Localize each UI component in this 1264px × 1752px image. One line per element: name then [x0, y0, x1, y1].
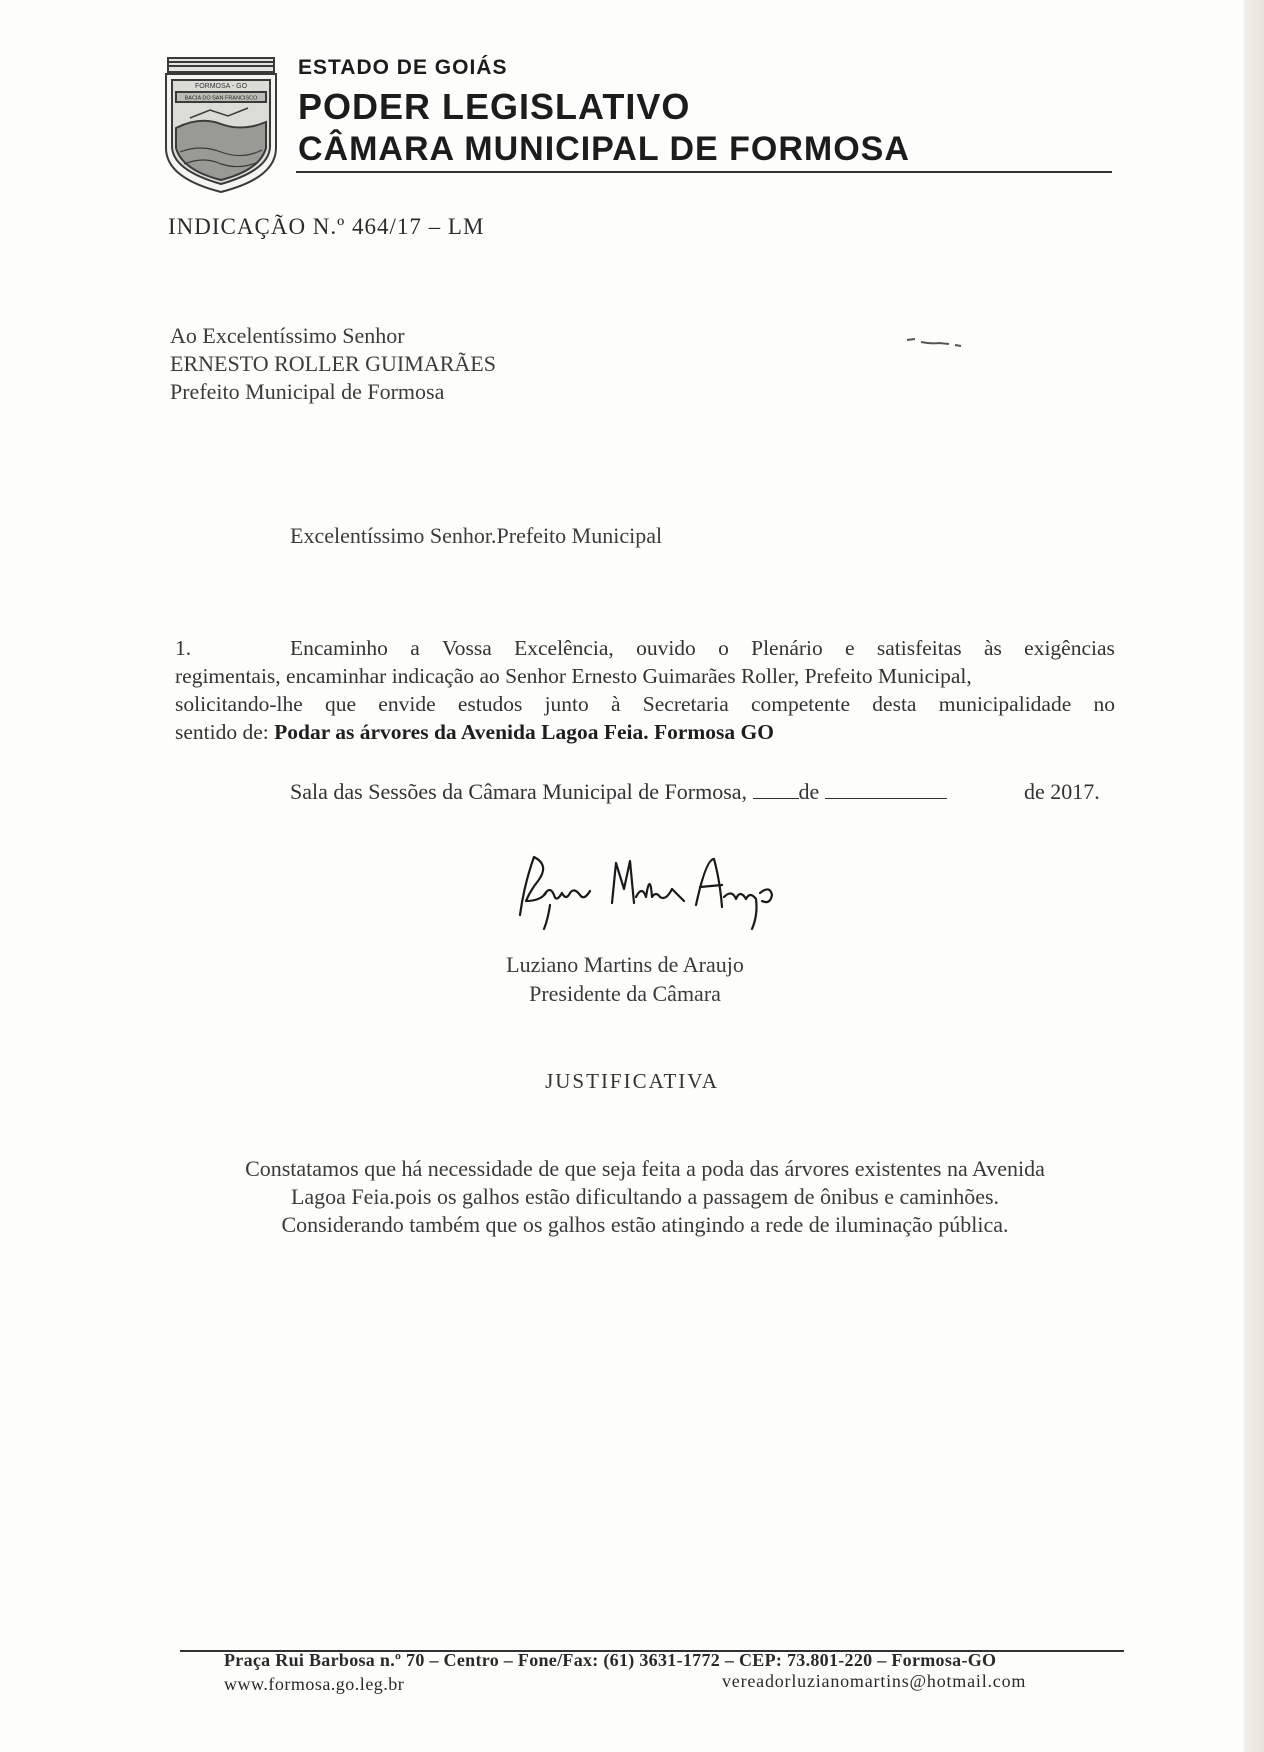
justification-line-1: Constatamos que há necessidade de que seja feita a poda das árvores existentes na Avenida — [245, 1156, 1045, 1181]
paragraph-line-3-word: que — [325, 692, 357, 716]
paragraph-line-1 — [175, 634, 1115, 662]
justification-line-2: Lagoa Feia.pois os galhos estão dificultando a passagem de ônibus e caminhões. — [290, 1184, 1000, 1209]
paragraph-line-1-word: e — [845, 636, 855, 660]
paragraph-line-3-word: à — [611, 692, 621, 716]
indicacao-number: INDICAÇÃO N.º 464/17 – LM — [168, 214, 485, 239]
day-blank — [753, 780, 799, 799]
paragraph-line-3-word: junto — [544, 692, 589, 716]
stray-ink-mark — [905, 334, 965, 348]
header-power: PODER LEGISLATIVO — [298, 86, 691, 127]
header-chamber: CÂMARA MUNICIPAL DE FORMOSA — [298, 130, 910, 168]
closing-de: de — [798, 779, 820, 804]
paragraph-number: 1. — [175, 636, 192, 660]
addressee-block — [170, 322, 496, 406]
paragraph-line-4-prefix: sentido de: — [175, 720, 269, 744]
paragraph-line-1-word: Encaminho — [290, 636, 388, 660]
footer-email: vereadorluzianomartins@hotmail.com — [722, 1671, 1027, 1691]
addressee-line-2: ERNESTO ROLLER GUIMARÃES — [170, 351, 496, 376]
signer-title: Presidente da Câmara — [529, 981, 721, 1006]
paragraph-line-3 — [175, 690, 1115, 718]
month-blank — [825, 780, 947, 799]
header-rule — [296, 171, 1112, 173]
justification-title: JUSTIFICATIVA — [545, 1069, 719, 1093]
paragraph-line-3-word: no — [1093, 692, 1115, 716]
coat-of-arms-crest — [160, 52, 282, 194]
paragraph-line-3-word: desta — [872, 692, 917, 716]
justification-line-3: Considerando também que os galhos estão atingindo a rede de iluminação pública. — [281, 1212, 1009, 1237]
request-paragraph — [175, 634, 1115, 746]
paragraph-line-4 — [175, 718, 1115, 746]
paragraph-line-3-word: solicitando-lhe — [175, 692, 303, 716]
paragraph-line-3-word: envide — [378, 692, 436, 716]
paragraph-line-3-word: Secretaria — [642, 692, 729, 716]
paragraph-line-1-word: o — [718, 636, 729, 660]
paragraph-line-1-word: a — [410, 636, 420, 660]
paragraph-line-2 — [175, 662, 1115, 690]
paragraph-line-1-text — [290, 634, 1115, 662]
header-state: ESTADO DE GOIÁS — [298, 56, 508, 79]
paragraph-line-1-word: ouvido — [636, 636, 696, 660]
paragraph-line-1-word: exigências — [1024, 636, 1115, 660]
addressee-line-3: Prefeito Municipal de Formosa — [170, 379, 445, 404]
signature-text: Luziano Martins Araujo — [500, 845, 510, 846]
paragraph-line-2-text: regimentais, encaminhar indicação ao Senhor Ernesto Guimarães Roller, Prefeito Municipal, — [175, 664, 972, 688]
paragraph-line-3-word: estudos — [457, 692, 523, 716]
scan-edge-shadow — [1244, 0, 1264, 1752]
closing-prefix: Sala das Sessões da Câmara Municipal de Formosa, — [290, 779, 748, 804]
paragraph-line-1-word: satisfeitas — [876, 636, 962, 660]
paragraph-line-1-word: às — [983, 636, 1002, 660]
paragraph-line-3-word: competente — [750, 692, 851, 716]
paragraph-line-1-word: Plenário — [751, 636, 823, 660]
closing-year: de 2017. — [1024, 779, 1100, 804]
paragraph-line-1-word: Vossa — [442, 636, 492, 660]
crest-top-text: FORMOSA - GO — [194, 83, 248, 90]
justification-text — [180, 1155, 1110, 1239]
addressee-line-1: Ao Excelentíssimo Senhor — [170, 323, 405, 348]
paragraph-line-3-word: municipalidade — [938, 692, 1072, 716]
footer-website: www.formosa.go.leg.br — [224, 1674, 405, 1694]
signer-block — [460, 950, 790, 1008]
crest-band-text: BACIA DO SAN FRANCISCO — [184, 95, 258, 102]
paragraph-line-1-word: Excelência, — [514, 636, 614, 660]
handwritten-signature — [500, 845, 790, 935]
signer-name: Luziano Martins de Araujo — [506, 952, 744, 977]
request-subject: Podar as árvores da Avenida Lagoa Feia. Formosa GO — [274, 720, 774, 744]
closing-line — [290, 779, 947, 805]
footer-address: Praça Rui Barbosa n.º 70 – Centro – Fone/Fax: (61) 3631-1772 – CEP: 73.801-220 – Formosa-GO — [224, 1650, 997, 1670]
salutation: Excelentíssimo Senhor.Prefeito Municipal — [290, 523, 663, 548]
